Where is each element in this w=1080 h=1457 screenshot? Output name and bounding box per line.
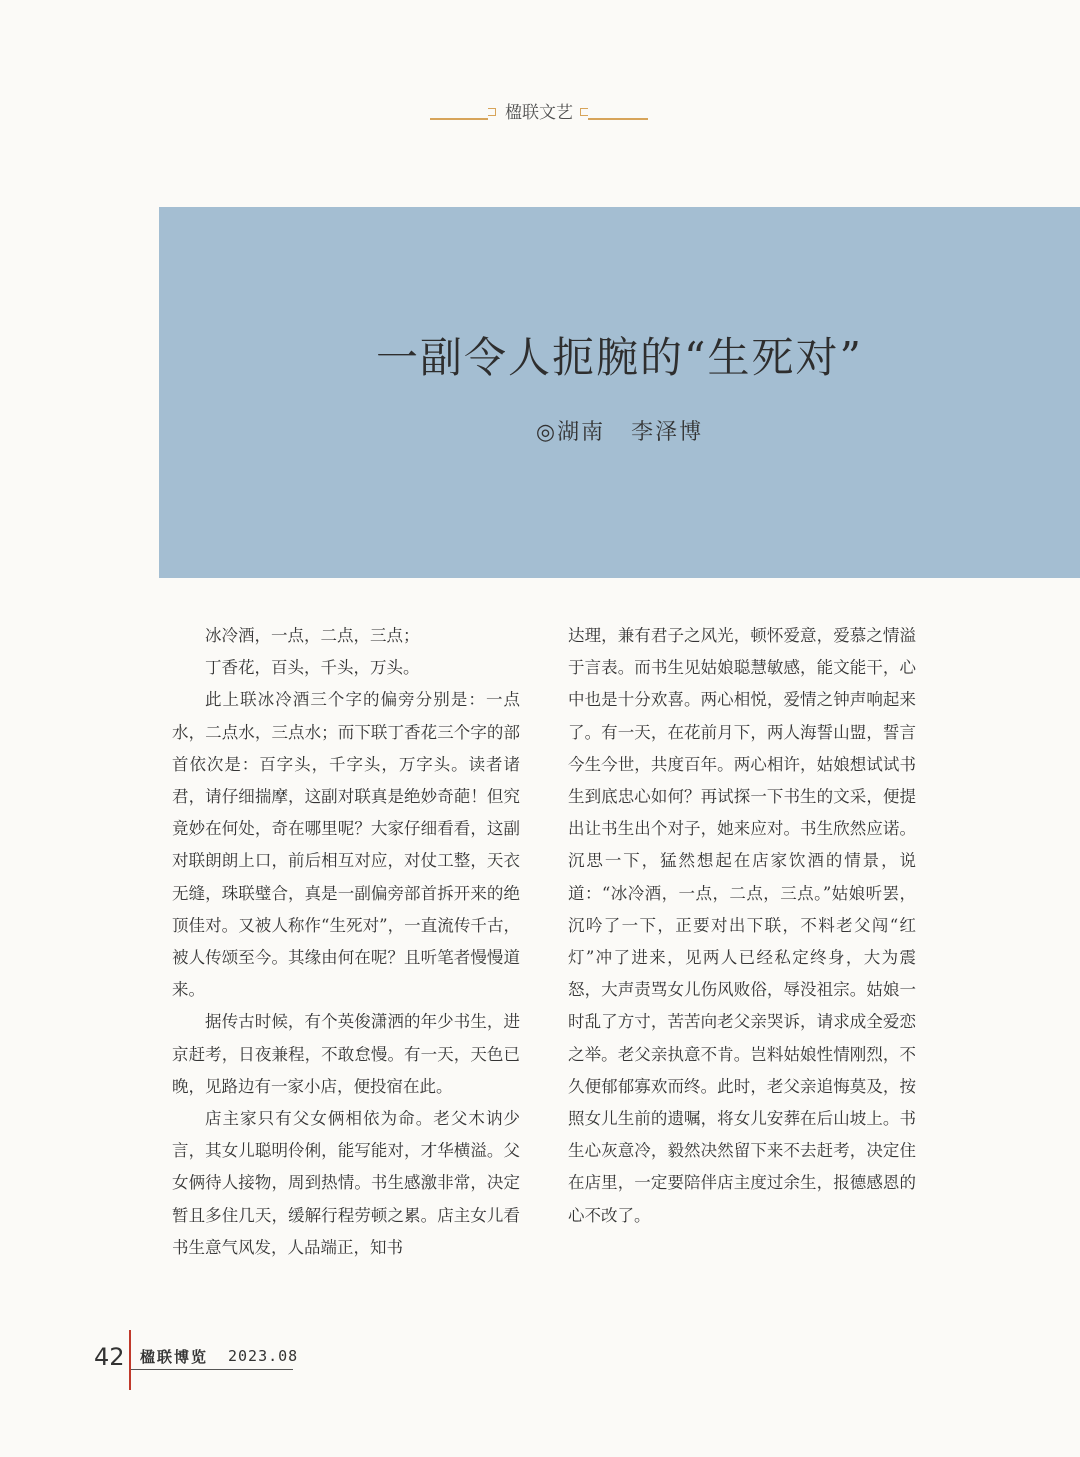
article-title: 一副令人扼腕的“生死对” [376,333,863,382]
body-paragraph: 此上联冰冷酒三个字的偏旁分别是：一点水，二点水，三点水；而下联丁香花三个字的部首依次是：百字头，千字头，万字头。读者诸君，请仔细揣摩，这副对联真是绝妙奇葩！但究竟妙在何处，奇在哪里呢？大家仔细看看，这副对联朗朗上口，前后相互对应，对仗工整，天衣无缝，珠联璧合，真是一副偏旁部首拆开来的绝顶佳对。又被人称作“生死对”，一直流传千古，被人传颂至今。其缘由何在呢？且听笔者慢慢道来。 [172,690,520,1000]
journal-name: 楹联博览 [140,1348,209,1366]
couplet-upper-line: 冰冷酒，一点，二点，三点； [205,626,420,645]
section-header [430,98,648,128]
issue-date: 2023.08 [228,1347,299,1365]
body-paragraph: 达理，兼有君子之风光，顿怀爱意，爱慕之情溢于言表。而书生见姑娘聪慧敏感，能文能干，心中也是十分欢喜。两心相悦，爱情之钟声响起来了。有一天，在花前月下，两人海誓山盟，誓言今生今世，共度百年。两心相许，姑娘想试试书生到底忠心如何？再试探一下书生的文采，便提出让书生出个对子，她来应对。书生欣然应诺。沉思一下，猛然想起在店家饮酒的情景，说道：“冰冷酒，一点，二点，三点。”姑娘听罢，沉吟了一下，正要对出下联，不料老父闯“红灯”冲了进来，见两人已经私定终身，大为震怒，大声责骂女儿伤风败俗，辱没祖宗。姑娘一时乱了方寸，苦苦向老父亲哭诉，请求成全爱恋之举。老父亲执意不肯。岂料姑娘性情刚烈，不久便郁郁寡欢而终。此时，老父亲追悔莫及，按照女儿生前的遗嘱，将女儿安葬在后山坡上。书生心灰意冷，毅然决然留下来不去赶考，决定住在店里，一定要陪伴店主度过余生，报德感恩的心不改了。 [568,626,916,1225]
page-number: 42 [94,1343,125,1371]
couplet-lower-line: 丁香花，百头，千头，万头。 [205,658,420,678]
header-rule-left [430,118,488,120]
article-byline [159,415,1080,446]
body-paragraph: 店主家只有父女俩相依为命。老父木讷少言，其女儿聪明伶俐，能写能对，才华横溢。父女俩待人接物，周到热情。书生感激非常，决定暂且多住几天，缓解行程劳顿之累。店主女儿看书生意气风发，人品端正，知书 [172,1109,520,1257]
header-rule-right [588,118,648,120]
header-ornament-left [488,108,496,116]
header-ornament-right [580,108,588,116]
body-column-left [172,620,520,1264]
section-label: 楹联文艺 [505,103,573,123]
footer-red-rule [129,1330,131,1390]
body-column-right [568,620,916,1232]
byline-region: ◎湖南 [535,420,606,445]
footer-underline [131,1369,293,1370]
title-banner [159,207,1080,578]
body-paragraph: 据传古时候，有个英俊潇洒的年少书生，进京赶考，日夜兼程，不敢怠慢。有一天，天色已晚，见路边有一家小店，便投宿在此。 [172,1012,520,1096]
byline-author: 李泽博 [631,420,704,445]
